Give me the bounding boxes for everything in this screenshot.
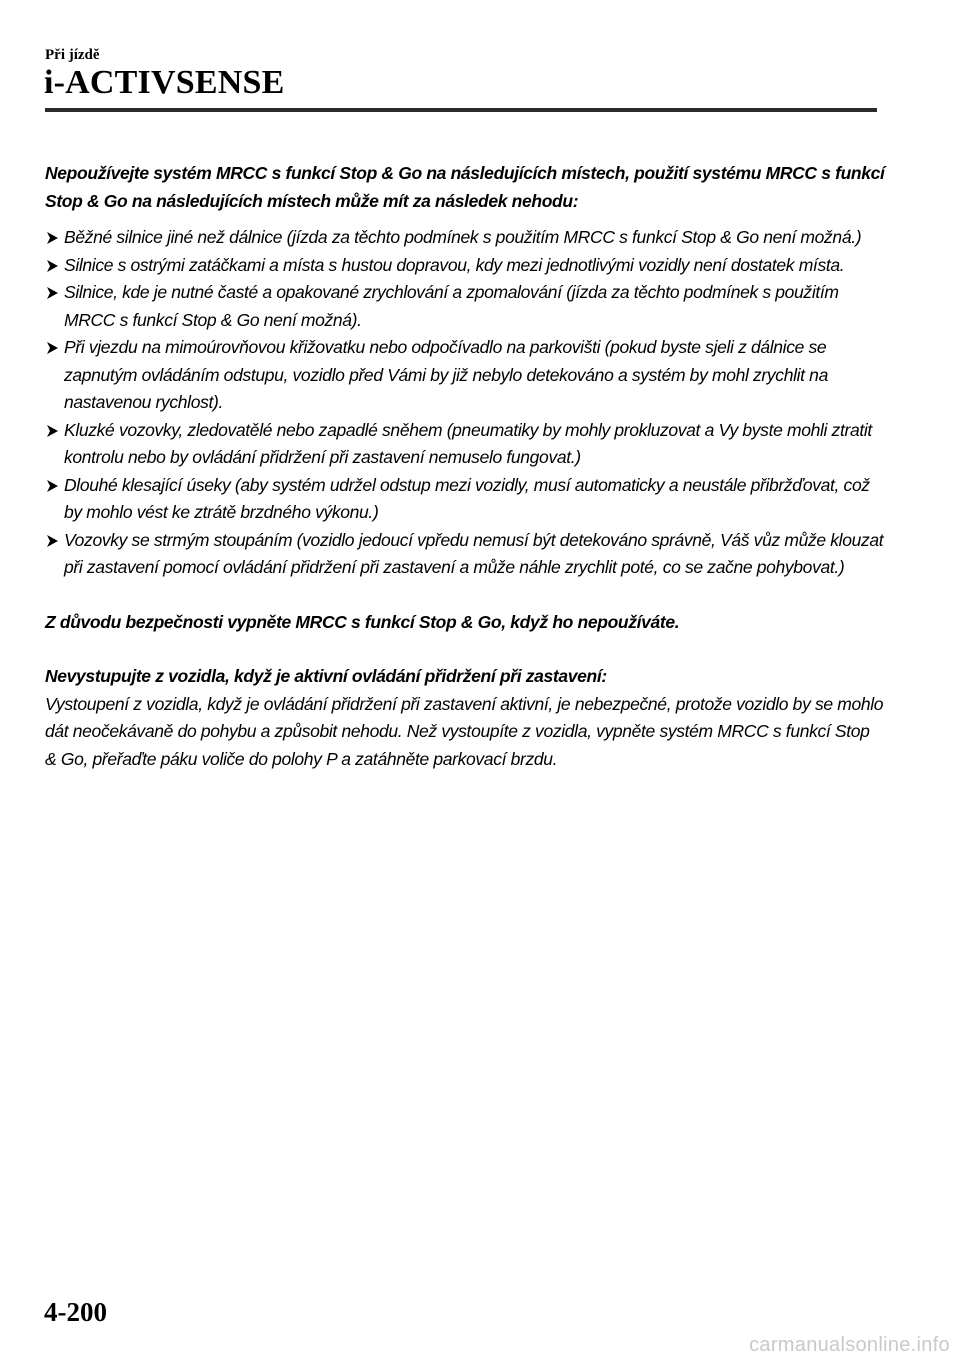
list-item [45,334,885,417]
list-item-text: Kluzké vozovky, zledovatělé nebo zapadlé sněhem (pneumatiky by mohly prokluzovat a Vy byste mohli ztratit kontrolu nebo by ovládání přidržení při zastavení nemuselo fungovat.) [64,419,872,467]
header-divider [45,108,877,112]
arrowhead-bullet-icon [46,479,59,493]
arrowhead-bullet-icon [46,286,59,300]
list-item-text: Vozovky se strmým stoupáním (vozidlo jedoucí vpředu nemusí být detekováno správně, Váš vůz může klouzat při zastavení pomocí ovládání přidržení při zastavení a může náhle zrychlit poté, co se začne pohybovat.) [64,529,884,577]
section-label: Při jízdě [45,47,100,63]
safety-note: Z důvodu bezpečnosti vypněte MRCC s funkcí Stop & Go, když ho nepoužíváte. [45,611,680,632]
list-item [45,279,885,334]
warning-content [45,160,885,773]
arrowhead-bullet-icon [46,424,59,438]
arrowhead-bullet-icon [46,341,59,355]
list-item [45,224,885,252]
list-item [45,472,885,527]
list-item-text: Dlouhé klesající úseky (aby systém udržel odstup mezi vozidly, musí automaticky a neustále přibržďovat, což by mohlo vést ke ztrátě brzdného výkonu.) [64,474,870,522]
page-number: 4-200 [44,1297,107,1327]
list-item-text: Silnice s ostrými zatáčkami a místa s hustou dopravou, kdy mezi jednotlivými vozidly není dostatek místa. [64,254,845,275]
arrowhead-bullet-icon [46,231,59,245]
page-title: i-ACTIVSENSE [44,64,285,101]
list-item [45,417,885,472]
list-item-text: Běžné silnice jiné než dálnice (jízda za těchto podmínek s použitím MRCC s funkcí Stop & Go není možná.) [64,227,862,247]
arrowhead-bullet-icon [46,534,59,548]
arrowhead-bullet-icon [46,259,59,273]
list-item-text: Silnice, kde je nutné časté a opakované zrychlování a zpomalování (jízda za těchto podmínek s použitím MRCC s funkcí Stop & Go není možná). [64,282,839,330]
list-item [45,252,885,280]
exit-body: Vystoupení z vozidla, když je ovládání přidržení při zastavení aktivní, je nebezpečné, protože vozidlo by se mohlo dát neočekávaně do pohybu a způsobit nehodu. Než vystoupíte z vozidla, vypněte systém MRCC s funkcí Stop & Go, přeřaďte páku voliče do polohy P a zatáhněte parkovací brzdu. [45,693,884,769]
list-item [45,527,885,582]
warning-intro: Nepoužívejte systém MRCC s funkcí Stop & Go na následujících místech, použití systému MRCC s funkcí Stop & Go na následujících místech může mít za následek nehodu: [45,163,885,211]
watermark: carmanualsonline.info [749,1334,950,1356]
location-list [45,224,885,582]
exit-heading: Nevystupujte z vozidla, když je aktivní ovládání přidržení při zastavení: [45,666,607,686]
list-item-text: Při vjezdu na mimoúrovňovou křižovatku nebo odpočívadlo na parkovišti (pokud byste sjeli z dálnice se zapnutým ovládáním odstupu, vozidlo před Vámi by již nebylo detekováno a systém by mohl zrychlit na nastavenou rychlost). [64,337,828,412]
